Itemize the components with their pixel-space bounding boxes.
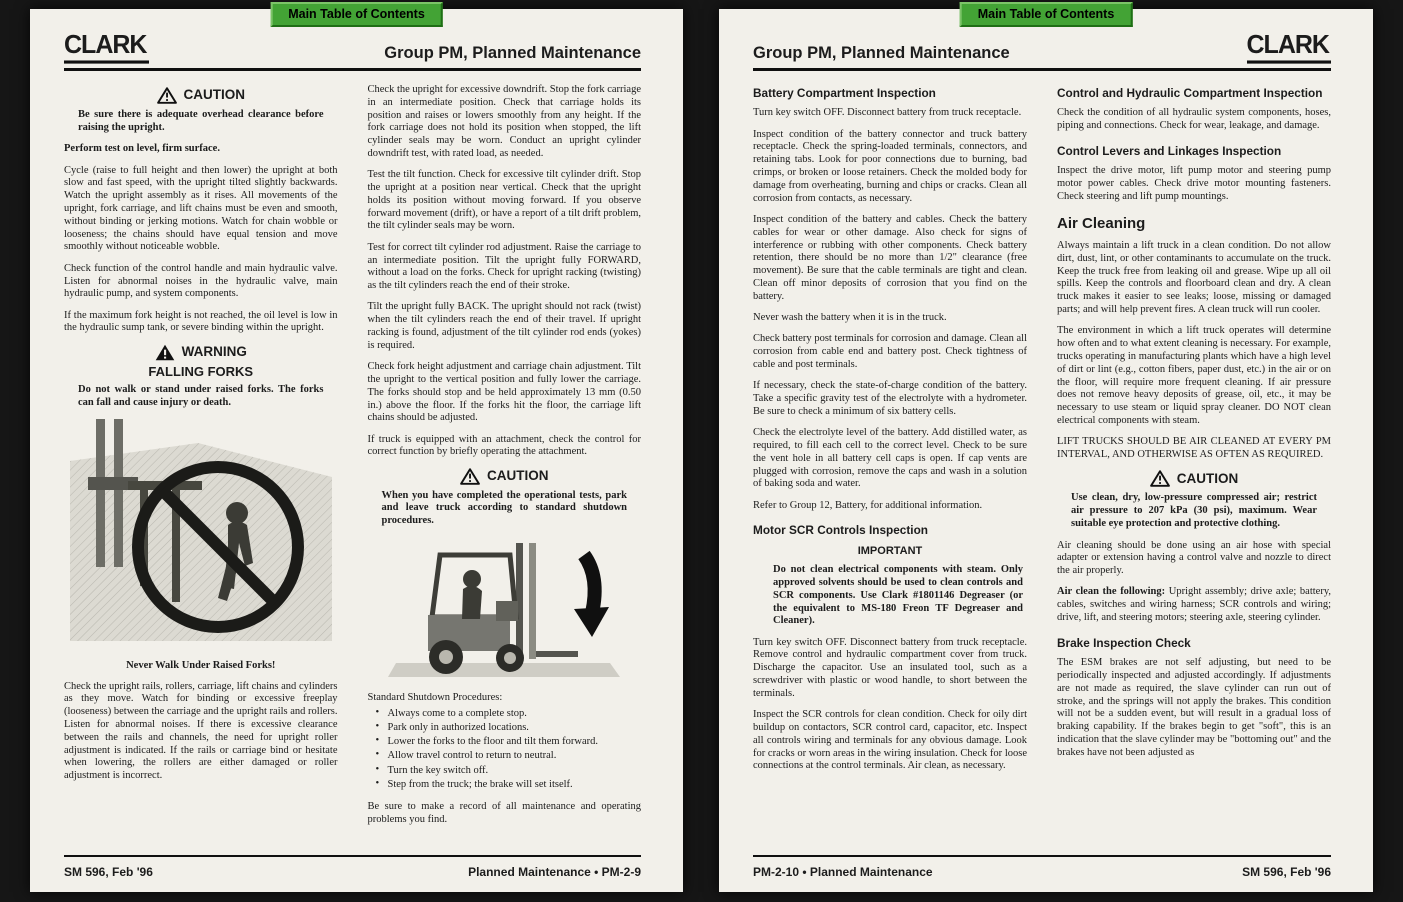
caution-text: Use clean, dry, low-pressure compressed air; restrict air pressure to 207 kPa (30 psi), maximum. Wear suitable eye protection and protective clothing. xyxy=(1071,492,1317,529)
page-header xyxy=(64,30,641,71)
caution-label: CAUTION xyxy=(487,467,549,483)
paragraph: LIFT TRUCKS SHOULD BE AIR CLEANED AT EVERY PM INTERVAL, AND OTHERWISE AS OFTEN AS REQUIRED. xyxy=(1057,436,1331,461)
warning-block xyxy=(64,344,338,410)
shutdown-procedures-list xyxy=(374,708,642,792)
footer-page-ref: PM-2-10 • Planned Maintenance xyxy=(753,865,933,879)
important-text: Do not clean electrical components with steam. Only approved solvents should be used to clean controls and SCR components. Use Clark #1801146 Degreaser (or the equivalent to MS-180 Freon TF Degreaser and Cleaner). xyxy=(773,564,1023,627)
forklift-shutdown-illustration xyxy=(388,537,620,679)
section-heading-control-hydraulic-compartment: Control and Hydraulic Compartment Inspection xyxy=(1057,86,1323,100)
page-header xyxy=(753,30,1331,71)
paragraph: Inspect the drive motor, lift pump motor and steering pump motor power cables. Check drive motor mounting fasteners. Check steering and lift pump mountings. xyxy=(1057,165,1331,202)
caution-label: CAUTION xyxy=(1176,470,1239,486)
paragraph: Tilt the upright fully BACK. The upright should not rack (twist) when the tilt cylinders reach the end of their travel. If upright racking is found, adjustment of the tilt cylinder rod ends (yokes) is required. xyxy=(367,301,641,351)
paragraph: If truck is equipped with an attachment, check the control for correct function by briefly operating the attachment. xyxy=(367,433,641,458)
page-pm-2-10 xyxy=(719,9,1373,892)
page-pm-2-9 xyxy=(30,9,683,892)
caution-text: Be sure there is adequate overhead clearance before raising the upright. xyxy=(78,108,324,133)
footer-doc-ref: SM 596, Feb '96 xyxy=(1242,865,1331,879)
paragraph: Check the condition of all hydraulic system components, hoses, piping and connections. Check for wear, leakage, and damage. xyxy=(1057,107,1331,132)
caution-triangle-icon xyxy=(157,87,177,104)
page-header-title: Group PM, Planned Maintenance xyxy=(753,44,1010,62)
figure-caption: Never Walk Under Raised Forks! xyxy=(126,659,276,671)
page-body xyxy=(719,71,1373,782)
footer-doc-ref: SM 596, Feb '96 xyxy=(64,865,153,879)
paragraph: Inspect condition of the battery connector and truck battery receptacle. Check the spring-loaded terminals, connectors, and retaining tabs. Look for poor connections due to burning, bad crimps, or broken or loose retainers. Check the molded body for damage from overheating, burning and chips or cracks. Clean all corrosion from contacts, as necessary. xyxy=(753,128,1027,204)
section-heading-air-cleaning: Air Cleaning xyxy=(1057,214,1146,232)
paragraph: Check fork height adjustment and carriage chain adjustment. Tilt the upright to the vertical position and fully lower the carriage. The forks should stop and be held approximately 13 mm (0.50 in.) above the floor. If the forks hit the floor, the carriage lift chains should be adjusted. xyxy=(367,361,641,424)
paragraph: The environment in which a lift truck operates will determine how often and to what extent cleaning is necessary. For example, trucks operating in manufacturing plants which have a high level of dirt or lint (e.g., cotton fibers, paper dust, etc.) in the air or on the floor, will require more frequent cleaning. If air pressure does not remove heavy deposits of grease, oil, etc., it may be necessary to use steam or liquid spray cleaner. DO NOT clean electrical components with steam. xyxy=(1057,325,1331,426)
paragraph xyxy=(1057,586,1331,624)
caution-heading xyxy=(1150,470,1239,487)
left-page-column-1 xyxy=(64,84,338,835)
clark-logo: CLARK xyxy=(1247,32,1332,63)
page-footer xyxy=(64,855,641,879)
shutdown-figure xyxy=(368,537,642,684)
paragraph: Cycle (raise to full height and then lower) the upright at both slow and fast speed, with the upright tilted slightly backwards. Watch the upright assembly as it rises. All movements of the upright, fork carriage, and lift chains must be even and smooth, without binding or jerking motions. Watch for chain wobble or looseness; the chains should have equal tension and move smoothly without noticeable wobble. xyxy=(64,164,338,253)
page-header-title: Group PM, Planned Maintenance xyxy=(384,44,641,62)
warning-label: WARNING xyxy=(181,344,247,360)
warning-text: Do not walk or stand under raised forks. The forks can fall and cause injury or death. xyxy=(78,384,324,409)
paragraph: Check battery post terminals for corrosion and damage. Clean all corrosion from cable end and battery post. Check tightness of cable and post terminals. xyxy=(753,333,1027,370)
shutdown-procedures-heading: Standard Shutdown Procedures: xyxy=(367,691,503,703)
paragraph: Perform test on level, firm surface. xyxy=(64,143,220,155)
list-item: • Always come to a complete stop. xyxy=(374,708,642,721)
paragraph: If the maximum fork height is not reached, the oil level is low in the hydraulic sump tank, or severe binding within the upright. xyxy=(64,309,338,334)
section-heading-motor-scr-controls: Motor SCR Controls Inspection xyxy=(753,523,928,538)
paragraph: If necessary, check the state-of-charge condition of the battery. Take a specific gravity test of the electrolyte with a hydrometer. Be sure to check a minimum of six battery cells. xyxy=(753,380,1027,417)
caution-block xyxy=(1057,470,1331,530)
paragraph: Test for correct tilt cylinder rod adjustment. Raise the carriage to an intermediate position. Tilt the upright fully FORWARD, without a load on the forks. Check for upright racking (twisting) as the tilt cylinders reach the end of their stroke. xyxy=(367,241,641,292)
paragraph: Check function of the control handle and main hydraulic valve. Listen for abnormal noises in the hydraulic valve, main hydraulic pump, and system components. xyxy=(64,262,338,300)
paragraph: Test the tilt function. Check for excessive tilt cylinder drift. Stop the upright at a position near vertical. Check that the upright holds its position without moving forward. If you observe forward movement (drift), or have a report of a tilt drift problem, the tilt cylinder seals may be worn. xyxy=(367,169,641,232)
paragraph: The ESM brakes are not self adjusting, but need to be periodically inspected and adjusted accordingly. If adjustments are not made as required, the slave cylinder can run out of stroke, and the springs will not apply the brakes. This condition will not be a sudden event, but will result in a gradual loss of braking capability. If the brakes begin to get "soft", this is an indication that the slave cylinder may be "bottoming out" and the brakes have not been adjusted as xyxy=(1057,657,1331,758)
clark-logo: CLARK xyxy=(64,32,149,63)
left-page-column-2 xyxy=(368,84,642,835)
paragraph: Air cleaning should be done using an air hose with special adapter or extension having a control valve and nozzle to direct the air properly. xyxy=(1057,539,1331,577)
no-walk-under-forks-illustration xyxy=(70,419,332,641)
list-item: • Park only in authorized locations. xyxy=(374,722,642,735)
section-heading-control-levers-linkages: Control Levers and Linkages Inspection xyxy=(1057,143,1282,158)
list-item: • Step from the truck; the brake will set itself. xyxy=(374,779,642,792)
paragraph: Inspect the SCR controls for clean condition. Check for oily dirt buildup on contactors, SCR control card, capacitor, etc. Inspect all controls wiring and terminals for any obvious damage. Look for cracks or worn areas in the wiring insulation. Check for loose connections at the control terminals. Air clean, as necessary. xyxy=(753,709,1027,772)
no-walk-under-forks-figure xyxy=(64,419,338,673)
warning-subtitle: FALLING FORKS xyxy=(148,363,254,379)
main-toc-button[interactable]: Main Table of Contents xyxy=(270,2,443,27)
right-page-column-1 xyxy=(753,84,1027,782)
paragraph: Check the electrolyte level of the battery. Add distilled water, as required, to fill each cell to the correct level. Check to be sure the vent hole in all battery cell caps is open. If cap vents are plugged with corrosion, remove the caps and wash in a solution of baking soda and water. xyxy=(753,427,1027,490)
paragraph-bold-lead: Air clean the following: xyxy=(1057,586,1166,598)
section-heading-battery-compartment: Battery Compartment Inspection xyxy=(753,86,936,100)
paragraph: Check the upright for excessive downdrift. Stop the fork carriage in an intermediate position. Check that carriage holds its position and raises or lowers smoothly from any height. If the fork carriage does not hold its position when stopped, the lift cylinder seals may be worn. Conduct an upright cylinder downdrift test, with rated load, as needed. xyxy=(367,84,641,159)
caution-label: CAUTION xyxy=(183,87,245,103)
paragraph: Check the upright rails, rollers, carriage, lift chains and cylinders as they move. Watch for binding or excessive freeplay (looseness) between the carriage and the upright rails and rollers. Listen for abnormal noises. If there is excessive clearance between the rails and channels, the need for upright roller adjustment is indicated. If the rails or carriage bind or hesitate when lowering, the rollers are either damaged or roller adjustment is incorrect. xyxy=(64,680,338,782)
paragraph: Turn key switch OFF. Disconnect battery from truck receptacle. xyxy=(753,107,1022,119)
list-item: • Allow travel control to return to neutral. xyxy=(374,750,642,763)
caution-block xyxy=(368,468,642,528)
caution-heading xyxy=(460,468,549,485)
paragraph: Refer to Group 12, Battery, for additional information. xyxy=(753,499,983,511)
caution-triangle-icon xyxy=(460,468,480,485)
footer-page-ref: Planned Maintenance • PM-2-9 xyxy=(468,865,641,879)
warning-heading xyxy=(155,344,247,361)
warning-triangle-icon xyxy=(155,344,175,361)
caution-block xyxy=(64,87,338,134)
paragraph: Be sure to make a record of all maintenance and operating problems you find. xyxy=(367,800,641,825)
list-item: • Turn the key switch off. xyxy=(374,765,642,778)
list-item: • Lower the forks to the floor and tilt them forward. xyxy=(374,736,642,749)
caution-text: When you have completed the operational tests, park and leave truck according to standard shutdown procedures. xyxy=(381,489,627,527)
page-footer xyxy=(753,855,1331,879)
paragraph: Turn key switch OFF. Disconnect battery from truck receptacle. Remove control and hydraulic compartment cover from truck. Discharge the capacitor. Use an insulated tool, such as a screwdriver with plastic or wood handle, to short between the terminals. xyxy=(753,636,1027,699)
section-heading-brake-inspection: Brake Inspection Check xyxy=(1057,635,1191,650)
important-label: IMPORTANT xyxy=(857,544,923,557)
paragraph: Inspect condition of the battery and cables. Check the battery cables for wear or other damage. Also check for signs of interference or rubbing with other components. Check battery retention, there should be no more than 1/2" clearance (free movement). Be sure that the cable terminals are tight and clean. Clean off minor deposits of corrosion that you find on the battery. xyxy=(753,213,1027,302)
caution-heading xyxy=(157,87,246,104)
right-page-column-2 xyxy=(1057,84,1331,782)
paragraph: Never wash the battery when it is in the truck. xyxy=(753,312,947,324)
main-toc-button[interactable]: Main Table of Contents xyxy=(960,2,1133,27)
page-body xyxy=(30,71,683,835)
paragraph-text: Upright assembly; drive axle; battery, cables, switches and wiring harness; SCR controls and wiring; drive, lift, and steering motors; steering axle, steering cylinder. xyxy=(1057,586,1332,623)
caution-triangle-icon xyxy=(1150,470,1170,487)
paragraph: Always maintain a lift truck in a clean condition. Do not allow dirt, dust, lint, or other contaminants to accumulate on the truck. Keep the truck free from leaking oil and grease. Wipe up all oil spills. Keep the controls and floorboard clean and dry. A clean truck makes it easier to see leaks; loose, missing or damaged parts; and will help prevent fires. A clean truck will run cooler. xyxy=(1057,240,1331,316)
